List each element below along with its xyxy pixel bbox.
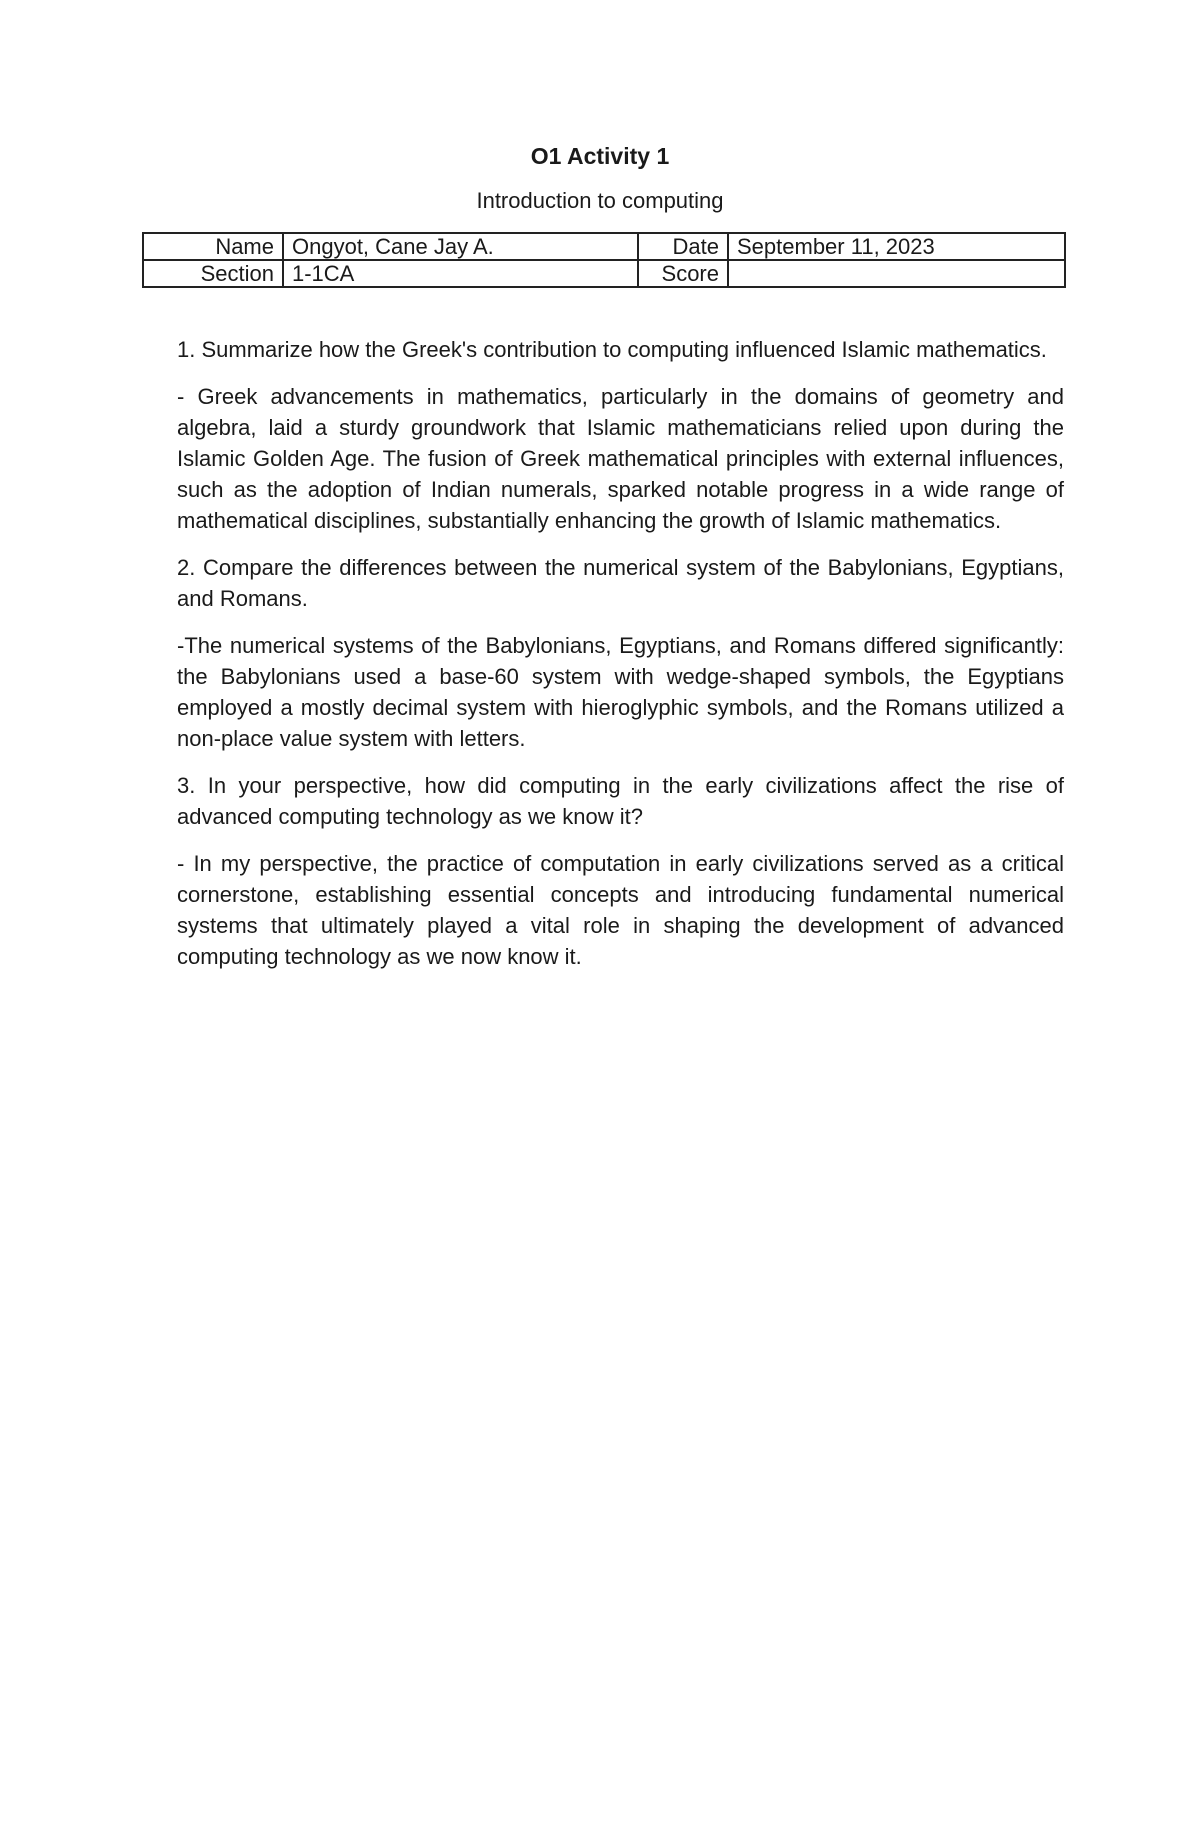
- table-row: [143, 233, 1065, 260]
- score-value: [728, 260, 1065, 287]
- name-label: Name: [143, 233, 283, 260]
- answer-3: - In my perspective, the practice of computation in early civilizations served as a critical cornerstone, establishing essential concepts and introducing fundamental numerical systems that ultimately played a vital role in shaping the development of advanced computing technology as we now know it.: [177, 851, 1064, 969]
- score-label: Score: [638, 260, 728, 287]
- questions-section: [177, 334, 1064, 988]
- section-value: 1-1CA: [283, 260, 638, 287]
- table-row: [143, 260, 1065, 287]
- section-label: Section: [143, 260, 283, 287]
- date-value: September 11, 2023: [728, 233, 1065, 260]
- name-value: Ongyot, Cane Jay A.: [283, 233, 638, 260]
- question-1: 1. Summarize how the Greek's contribution to computing influenced Islamic mathematics.: [177, 337, 1047, 362]
- date-label: Date: [638, 233, 728, 260]
- question-3: 3. In your perspective, how did computing in the early civilizations affect the rise of advanced computing technology as we know it?: [177, 773, 1064, 829]
- document-subtitle: Introduction to computing: [476, 188, 724, 213]
- document-title: O1 Activity 1: [530, 143, 670, 169]
- answer-2: -The numerical systems of the Babylonians, Egyptians, and Romans differed significantly: the Babylonians used a base-60 system with wedge-shaped symbols, the Egyptians employed a mostly decimal system with hieroglyphic symbols, and the Romans utilized a non-place value system with letters.: [177, 633, 1064, 751]
- answer-1: - Greek advancements in mathematics, particularly in the domains of geometry and algebra, laid a sturdy groundwork that Islamic mathematicians relied upon during the Islamic Golden Age. The fusion of Greek mathematical principles with external influences, such as the adoption of Indian numerals, sparked notable progress in a wide range of mathematical disciplines, substantially enhancing the growth of Islamic mathematics.: [177, 384, 1064, 533]
- question-2: 2. Compare the differences between the numerical system of the Babylonians, Egyptians, and Romans.: [177, 555, 1064, 611]
- student-info-table: [142, 232, 1066, 288]
